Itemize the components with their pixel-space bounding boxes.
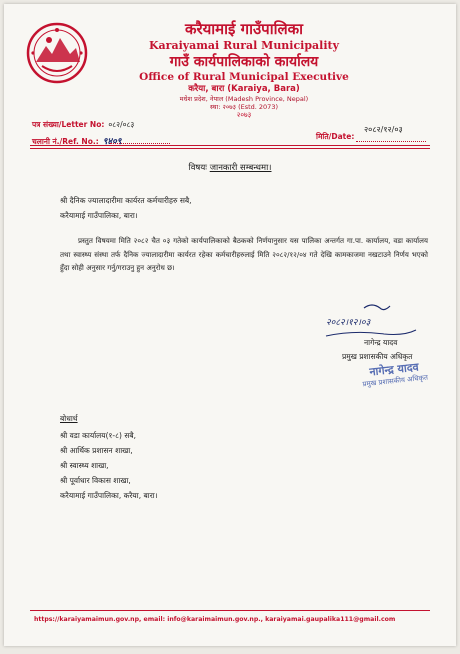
subject-value: जानकारी सम्बन्धमा। [209, 163, 272, 173]
cc-item: श्री स्वास्थ्य शाखा, [60, 461, 109, 470]
office-address: करैया, बारा (Karaiya, Bara) [188, 84, 300, 94]
cc-item: श्री वडा कार्यालय(१-८) सबै, [60, 431, 137, 440]
ref-number-label: चलानी नं./Ref. No.: [32, 137, 99, 146]
letterhead-text [99, 20, 389, 119]
subject-line [4, 162, 456, 173]
municipality-name-np: करैयामाई गाउँपालिका [184, 20, 304, 38]
handwritten-date: २०८२।१२।०३ [326, 318, 371, 328]
cc-list [60, 428, 158, 503]
subject-label: विषयः [188, 163, 207, 173]
letter-number-label: पत्र संख्या/Letter No: [32, 120, 105, 129]
date-value: २०८२/१२/०३ [364, 125, 403, 134]
official-stamp [351, 358, 438, 391]
municipality-emblem-icon [24, 22, 90, 84]
municipality-name-en: Karaiyamai Rural Municipality [148, 39, 340, 52]
ref-number-dotline [110, 143, 170, 144]
header-rule [30, 145, 430, 146]
addressee-line-2: करैयामाई गाउँपालिका, बारा। [60, 211, 138, 220]
established-line: स्था: २०७३ (Estd. 2073) [210, 103, 278, 111]
letter-number-value: ०८२/०८३ [108, 120, 135, 129]
letterhead [4, 4, 456, 119]
signatory-name: नागेन्द्र यादव [364, 338, 398, 347]
cc-heading: बोधार्थ [60, 414, 78, 423]
date-dotline [356, 141, 426, 142]
office-name-en: Office of Rural Municipal Executive [139, 71, 349, 83]
stamp-name: नागेन्द्र यादव [368, 360, 420, 379]
date-label: मिति/Date: [316, 132, 355, 141]
cc-item: श्री आर्थिक प्रशासन शाखा, [60, 446, 133, 455]
ref-number-value: ९४०९ [102, 137, 122, 147]
cc-item: श्री पूर्वाधार विकास शाखा, [60, 476, 131, 485]
letter-number-row [32, 120, 134, 130]
footer-contact: https://karaiyamaimun.gov.np, email: info@karaimaimun.gov.np., karaiyamai.gaupalika111@gmail.com [34, 616, 396, 623]
body-paragraph: प्रस्तुत विषयमा मिति २०८२ चैत ०३ गतेको कार्यपालिकाको बैठकको निर्णयानुसार यस पालिका अन्तर्गत गा.पा. कार्यालय, वडा कार्यालय तथा स्वास्थ्य संस्था तर्फ दैनिक ज्यालादारीमा कार्यरत रहेका कर्मचारीहरुलाई मिति २०८२/१२/०४ गते देखि कामकाजमा नखटाउने निर्णय भएको हुँदा सोही अनुसार गर्नु/गराउनु हुन अनुरोध छ। [60, 236, 428, 272]
letter-page [4, 4, 456, 646]
footer-rule [30, 610, 430, 611]
province-line: मधेश प्रदेश, नेपाल (Madesh Province, Nepal) [179, 95, 309, 103]
stamp-designation: प्रमुख प्रशासकीय अधिकृत [362, 373, 429, 389]
cc-item: करैयामाई गाउँपालिका, करैया, बारा। [60, 491, 158, 500]
established-year: २०७३ [236, 111, 252, 119]
header-rule-thin [30, 148, 430, 149]
addressee-line-1: श्री दैनिक ज्यालादारीमा कार्यरत कर्मचारीहरु सबै, [60, 196, 192, 205]
signatory-designation: प्रमुख प्रशासकीय अधिकृत [342, 352, 413, 361]
office-name-np: गाउँ कार्यपालिकाको कार्यालय [169, 54, 319, 70]
